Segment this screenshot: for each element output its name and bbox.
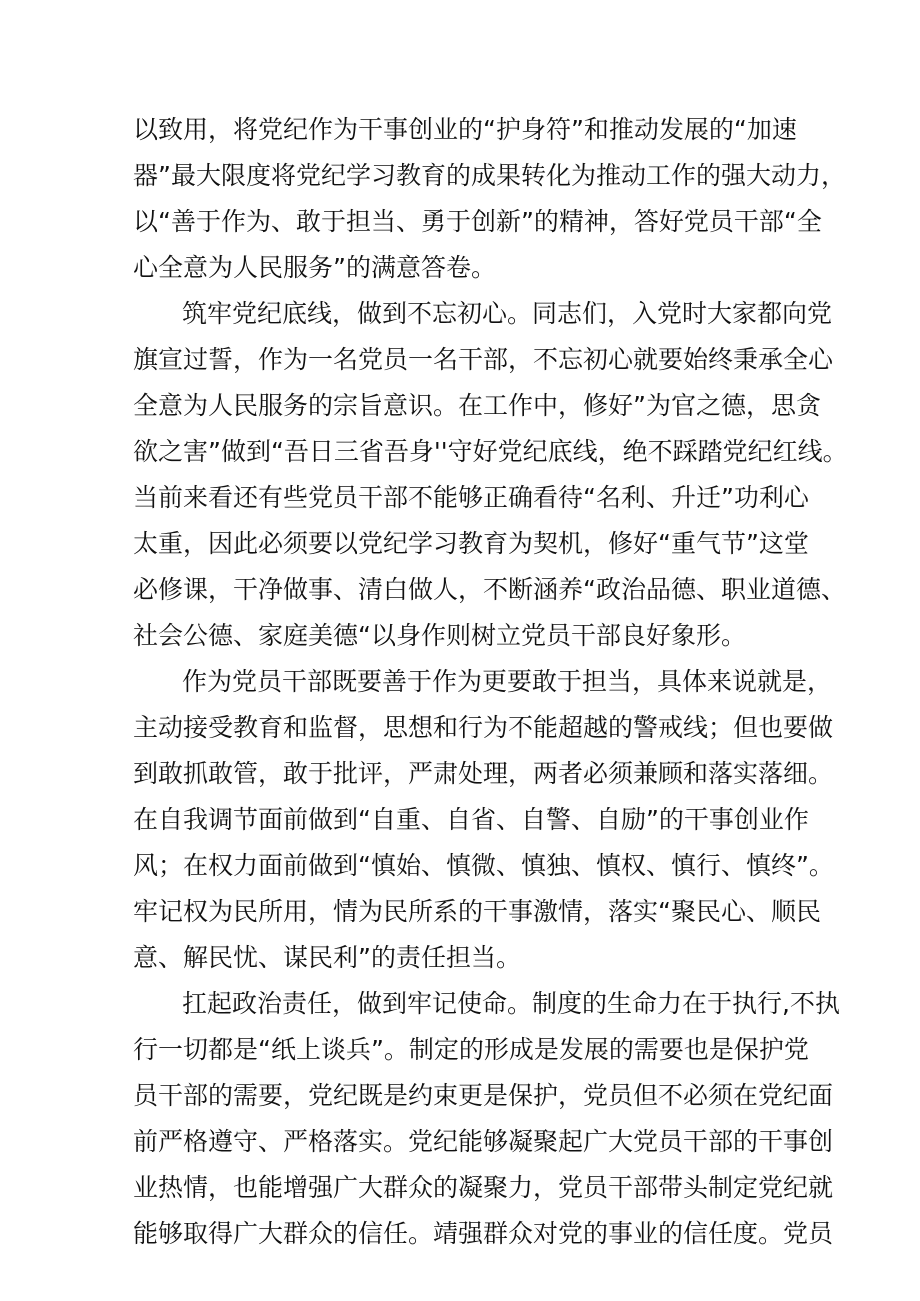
text-line: 必修课，干净做事、清白做人，不断涵养“政治品德、职业道德、	[133, 575, 846, 604]
text-line: 风；在权力面前做到“慎始、慎微、慎独、慎权、慎行、慎终”。	[133, 851, 834, 880]
text-line: 器”最大限度将党纪学习教育的成果转化为推动工作的强大动力，	[133, 161, 846, 190]
paragraph-first-line: 扛起政治责任，做到牢记使命。制度的生命力在于执行,不执	[182, 989, 840, 1018]
text-line: 心全意为人民服务”的满意答卷。	[133, 253, 496, 282]
text-line: 业热情，也能增强广大群众的凝聚力，党员干部带头制定党纪就	[133, 1173, 834, 1202]
text-line: 社会公德、家庭美德“以身作则树立党员干部良好象形。	[133, 621, 746, 650]
text-line: 主动接受教育和监督，思想和行为不能超越的警戒线；但也要做	[133, 713, 834, 742]
paragraph-first-line: 筑牢党纪底线，做到不忘初心。同志们，入党时大家都向党	[182, 299, 833, 328]
text-line: 以致用，将党纪作为干事创业的“护身符”和推动发展的“加速	[133, 115, 797, 144]
text-line: 牢记权为民所用，情为民所系的干事激情，落实“聚民心、顺民	[133, 897, 821, 926]
text-line: 能够取得广大群众的信任。靖强群众对党的事业的信任度。党员	[133, 1219, 834, 1248]
text-line: 在自我调节面前做到“自重、自省、自警、自励”的干事创业作	[133, 805, 809, 834]
text-line: 旗宣过誓，作为一名党员一名干部，不忘初心就要始终秉承全心	[133, 345, 834, 374]
text-line: 行一切都是“纸上谈兵”。制定的形成是发展的需要也是保护党	[133, 1035, 809, 1064]
text-line: 太重，因此必须要以党纪学习教育为契机，修好“重气节”这堂	[133, 529, 809, 558]
text-line: 全意为人民服务的宗旨意识。在工作中，修好”为官之德，思贪	[133, 391, 821, 420]
text-line: 前严格遵守、严格落实。党纪能够凝聚起广大党员干部的干事创	[133, 1127, 834, 1156]
paragraph-first-line: 作为党员干部既要善于作为更要敢于担当，具体来说就是，	[182, 667, 833, 696]
text-line: 员干部的需要，党纪既是约束更是保护，党员但不必须在党纪面	[133, 1081, 834, 1110]
text-line: 当前来看还有些党员干部不能够正确看待“名利、升迁”功利心	[133, 483, 809, 512]
text-line: 意、解民忧、谋民利”的责任担当。	[133, 943, 521, 972]
text-line: 以“善于作为、敢于担当、勇于创新”的精神，答好党员干部“全	[133, 207, 822, 236]
text-line: 到敢抓敢管，敢于批评，严肃处理，两者必须兼顾和落实落细。	[133, 759, 834, 788]
text-line: 欲之害”做到“吾日三省吾身''守好党纪底线，绝不踩踏党纪红线。	[133, 437, 848, 466]
